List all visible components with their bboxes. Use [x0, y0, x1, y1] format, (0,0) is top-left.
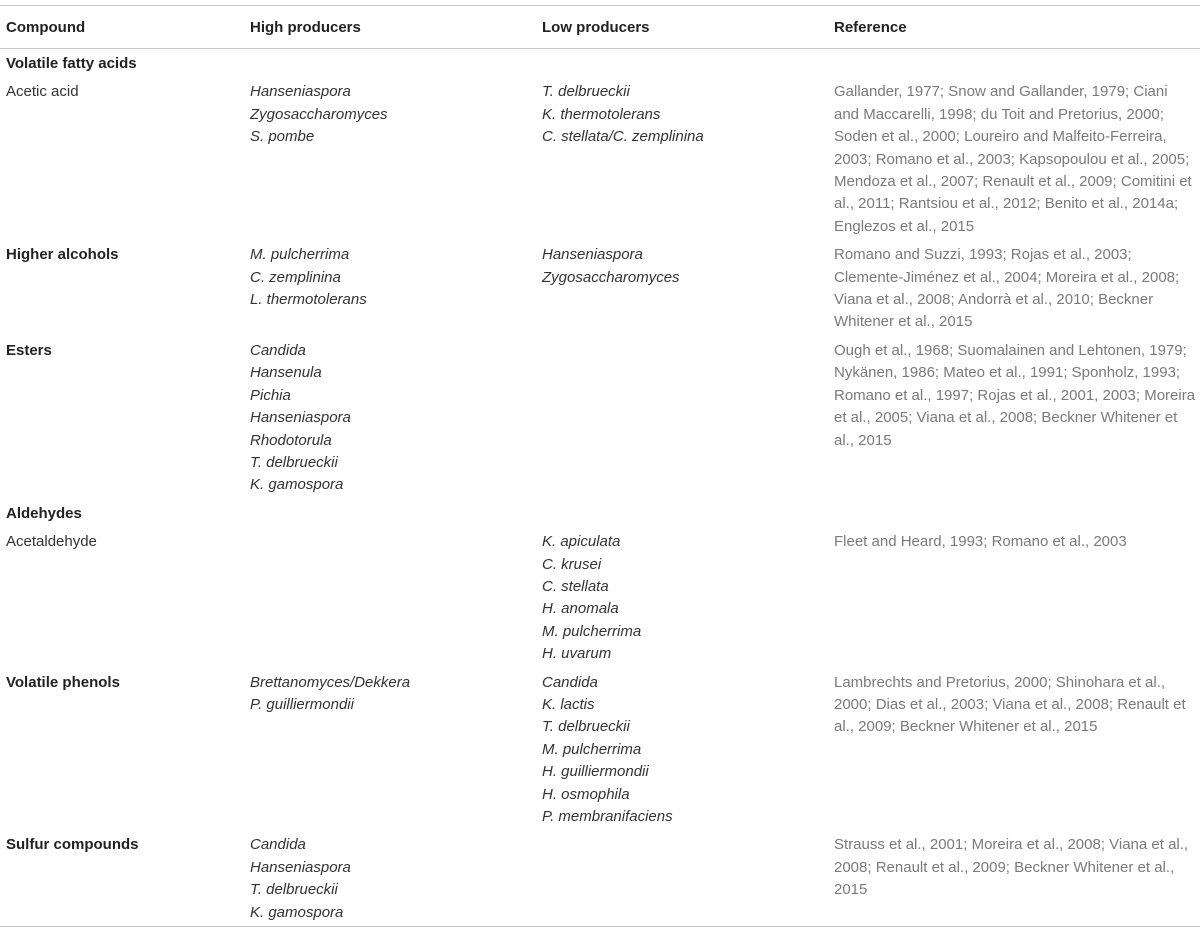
low-producers-cell — [536, 240, 828, 336]
species-name: T. delbrueckii — [250, 453, 338, 471]
species-name: Candida — [250, 836, 306, 854]
species-name: Hanseniaspora — [250, 83, 351, 101]
compound-name: Acetaldehyde — [6, 533, 97, 551]
table-row-esters — [0, 336, 1200, 499]
reference-cell: Lambrechts and Pretorius, 2000; Shinohara et al., 2000; Dias et al., 2003; Viana et al., 2008; Renault et al., 2009; Beckner Whitener et al., 2015 — [834, 673, 1186, 736]
reference-cell: Romano and Suzzi, 1993; Rojas et al., 2003; Clemente-Jiménez et al., 2004; Moreira et al., 2008; Viana et al., 2008; Andorrà et al., 2010; Beckner Whitener et al., 2015 — [834, 246, 1180, 331]
species-name: C. stellata/C. zemplinina — [542, 128, 704, 146]
low-producers-cell — [536, 336, 828, 499]
reference-cell: Fleet and Heard, 1993; Romano et al., 2003 — [834, 533, 1127, 551]
table-header — [0, 6, 1200, 49]
table-row-sulfur-compounds — [0, 830, 1200, 926]
species-name: Hanseniaspora — [542, 246, 643, 264]
table-row-higher-alcohols — [0, 240, 1200, 336]
section-title: Sulfur compounds — [0, 830, 244, 926]
species-name: L. thermotolerans — [250, 291, 367, 309]
reference-cell: Ough et al., 1968; Suomalainen and Lehtonen, 1979; Nykänen, 1986; Mateo et al., 1991; Sponholz, 1993; Romano et al., 1997; Rojas et al., 2001, 2003; Moreira et al., 2005; Viana et al., 2008; Beckner Whitener et al., 2015 — [834, 341, 1196, 449]
species-name: C. stellata — [542, 577, 609, 595]
reference-cell: Gallander, 1977; Snow and Gallander, 1979; Ciani and Maccarelli, 1998; du Toit and Pretorius, 2000; Soden et al., 2000; Loureiro and Malfeito-Ferreira, 2003; Romano et al., 2003; Kapsopoulou et al., 2005; Mendoza et al., 2007; Renault et al., 2009; Comitini et al., 2011; Rantsiou et al., 2012; Benito et al., 2014a; Englezos et al., 2015 — [834, 83, 1192, 235]
species-name: K. apiculata — [542, 533, 621, 551]
header-low-producers: Low producers — [536, 6, 828, 49]
section-title: Aldehydes — [6, 504, 82, 522]
header-row — [0, 6, 1200, 49]
header-compound: Compound — [0, 6, 244, 49]
header-high-producers: High producers — [244, 6, 536, 49]
table-body — [0, 49, 1200, 927]
section-title: Volatile fatty acids — [6, 55, 137, 72]
reference-cell: Strauss et al., 2001; Moreira et al., 2008; Viana et al., 2008; Renault et al., 2009; Beckner Whitener et al., 2015 — [828, 830, 1200, 926]
species-name: Candida — [250, 341, 306, 359]
yeast-compounds-table — [0, 5, 1200, 927]
species-name: M. pulcherrima — [542, 622, 642, 640]
high-producers-cell — [244, 830, 536, 926]
species-name: P. membranifaciens — [542, 808, 673, 825]
species-name: Hanseniaspora — [250, 409, 351, 427]
high-producers-cell — [244, 77, 536, 240]
species-name: Rhodotorula — [250, 431, 332, 449]
low-producers-cell — [536, 527, 828, 667]
species-name: Zygosaccharomyces — [542, 268, 680, 286]
high-producers-cell — [244, 240, 536, 336]
species-name: P. guilliermondii — [250, 695, 354, 713]
high-producers-cell — [244, 527, 536, 667]
species-name: T. delbrueckii — [250, 881, 338, 899]
species-name: K. thermotolerans — [542, 105, 661, 123]
species-name: T. delbrueckii — [542, 83, 630, 101]
table-row-acetic-acid — [0, 77, 1200, 240]
species-name: S. pombe — [250, 128, 315, 146]
species-name: C. krusei — [542, 555, 602, 573]
species-name: H. uvarum — [542, 645, 612, 663]
table-row-acetaldehyde — [0, 527, 1200, 667]
species-name: M. pulcherrima — [250, 246, 350, 264]
species-name: H. anomala — [542, 600, 619, 618]
table-row-volatile-phenols — [0, 668, 1200, 831]
section-title: Volatile phenols — [6, 673, 120, 691]
species-name: H. osmophila — [542, 785, 630, 803]
species-name: Hanseniaspora — [250, 858, 351, 876]
high-producers-cell — [244, 336, 536, 499]
species-name: Brettanomyces/Dekkera — [250, 673, 411, 691]
section-title: Esters — [6, 341, 52, 359]
species-name: K. gamospora — [250, 903, 344, 921]
species-name: T. delbrueckii — [542, 718, 630, 736]
species-name: Zygosaccharomyces — [250, 105, 388, 123]
species-name: C. zemplinina — [250, 268, 341, 286]
section-row-aldehydes — [0, 499, 1200, 527]
species-name: Candida — [542, 673, 598, 691]
species-name: K. lactis — [542, 695, 595, 713]
low-producers-cell — [536, 77, 828, 240]
section-row-volatile-fatty-acids — [0, 49, 1200, 78]
low-producers-cell — [536, 668, 828, 831]
species-name: M. pulcherrima — [542, 740, 642, 758]
header-reference: Reference — [828, 6, 1200, 49]
species-name: K. gamospora — [250, 476, 344, 494]
species-name: H. guilliermondii — [542, 763, 649, 781]
compound-name: Acetic acid — [6, 83, 79, 101]
high-producers-cell — [244, 668, 536, 831]
section-title: Higher alcohols — [6, 246, 119, 264]
species-name: Pichia — [250, 386, 291, 404]
low-producers-cell — [536, 830, 828, 926]
species-name: Hansenula — [250, 364, 322, 382]
